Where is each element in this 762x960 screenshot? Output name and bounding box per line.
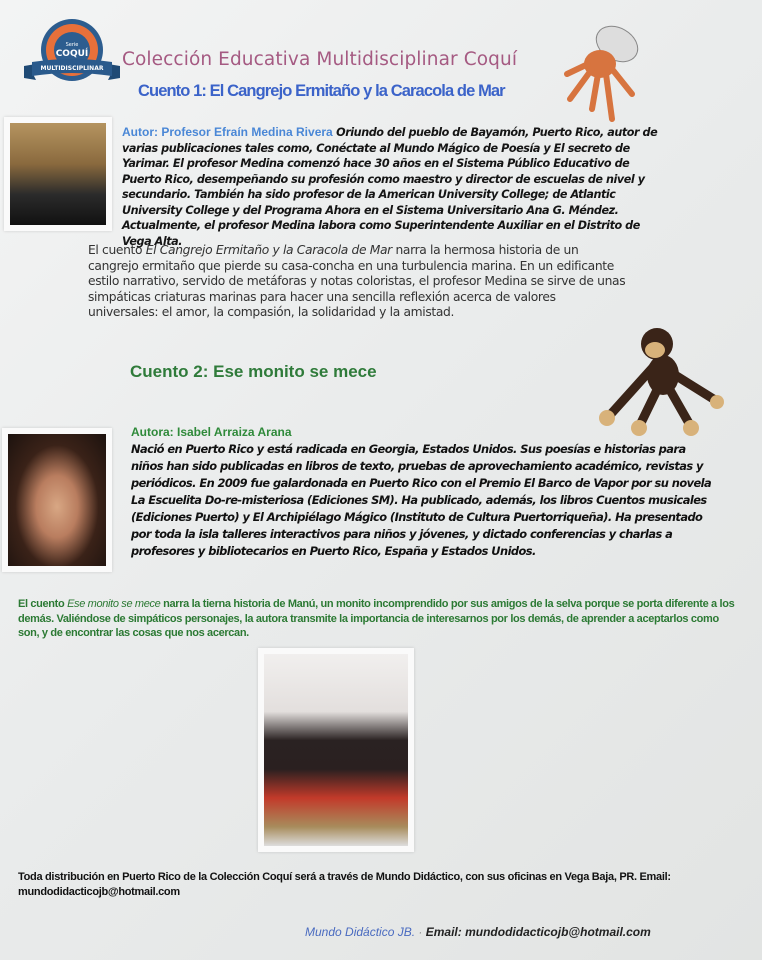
collection-title: Colección Educativa Multidisciplinar Coquí (122, 49, 518, 70)
publisher-name: Mundo Didáctico JB. (305, 925, 416, 939)
desc-prefix: El cuento (18, 598, 68, 610)
contact-email[interactable]: Email: mundodidacticojb@hotmail.com (425, 925, 651, 939)
story2-author-label: Autora: Isabel Arraiza Arana (131, 425, 292, 439)
story1-author-bio-text: Oriundo del pueblo de Bayamón, Puerto Rico, autor de varias publicaciones tales como, Conéctate al Mundo Mágico de Poesía y El secreto de Yarimar. El profesor Medina comenzó hace 30 años en el Sistema Público Educativo de Puerto Rico, desempeñando su profesión como maestro y director de escuelas de nivel y secundario. También ha sido profesor de la American University College; de Atlantic University College y del Programa Ahora en el Sistema Universitario Ana G. Méndez. Actualmente, el profesor Medina labora como Superintendente Auxiliar en el Distrito de Vega Alta. (122, 126, 658, 248)
author-with-bag-photo (258, 648, 414, 852)
desc-book-title: El Cangrejo Ermitaño y la Caracola de Mar (145, 243, 392, 257)
desc-book-title: Ese monito se mece (67, 598, 161, 610)
story2-author-bio: Nació en Puerto Rico y está radicada en Georgia, Estados Unidos. Sus poesías e historias para niños han sido publicadas en libros de texto, pruebas de aprovechamiento académico, revistas y periódicos. En 2009 fue galardonada en Puerto Rico con el Premio El Barco de Vapor por su novela La Escuelita Do-re-misteriosa (Ediciones SM). Ha publicado, además, los libros Cuentos musicales (Ediciones Puerto) y El Archipiélago Mágico (Instituto de Cultura Puertorriqueña). Ha presentado por toda la isla talleres interactivos para niños y jóvenes, y dictado conferencias y charlas a profesores y bibliotecarios en Puerto Rico, España y Estados Unidos. (131, 442, 712, 558)
story1-title: Cuento 1: El Cangrejo Ermitaño y la Caracola de Mar (138, 82, 505, 100)
monkey-plush-image (595, 320, 730, 440)
story1-description (88, 243, 628, 321)
svg-text:MULTIDISCIPLINAR: MULTIDISCIPLINAR (40, 65, 104, 72)
svg-text:COQUÍ: COQUÍ (55, 49, 89, 59)
distribution-note: Toda distribución en Puerto Rico de la Colección Coquí será a través de Mundo Didáctico, con sus oficinas en Vega Baja, PR. Email: mundodidacticojb@hotmail.com (18, 871, 671, 898)
separator: · (418, 925, 423, 939)
author1-photo (4, 117, 112, 231)
contact-line (305, 925, 651, 939)
hermit-crab-image (562, 14, 654, 122)
desc-body: narra la tierna historia de Manú, un monito incomprendido por sus amigos de la selva porque se porta diferente a los demás. Valiéndose de simpáticos personajes, la autora transmite la importancia de interesarnos por los demás, de aprender a aceptarlos como son, y de encontrar las cosas que nos acercan. (18, 598, 735, 639)
svg-text:Serie: Serie (65, 42, 79, 48)
coqui-logo-badge (22, 16, 122, 94)
story1-author-bio (122, 125, 667, 249)
story1-author-label: Autor: Profesor Efraín Medina Rivera (122, 125, 333, 139)
story2-description (18, 597, 738, 641)
story2-title: Cuento 2: Ese monito se mece (130, 362, 377, 381)
desc-body: narra la hermosa historia de un cangrejo ermitaño que pierde su casa-concha en una turbulencia marina. En un edificante estilo narrativo, servido de metáforas y notas coloristas, el profesor Medina se sirve de unas simpáticas criaturas marinas para hacer una sencilla reflexión acerca de valores universales: el amor, la compasión, la solidaridad y la amistad. (88, 243, 626, 319)
desc-prefix: El cuento (88, 243, 146, 257)
author2-photo (2, 428, 112, 572)
